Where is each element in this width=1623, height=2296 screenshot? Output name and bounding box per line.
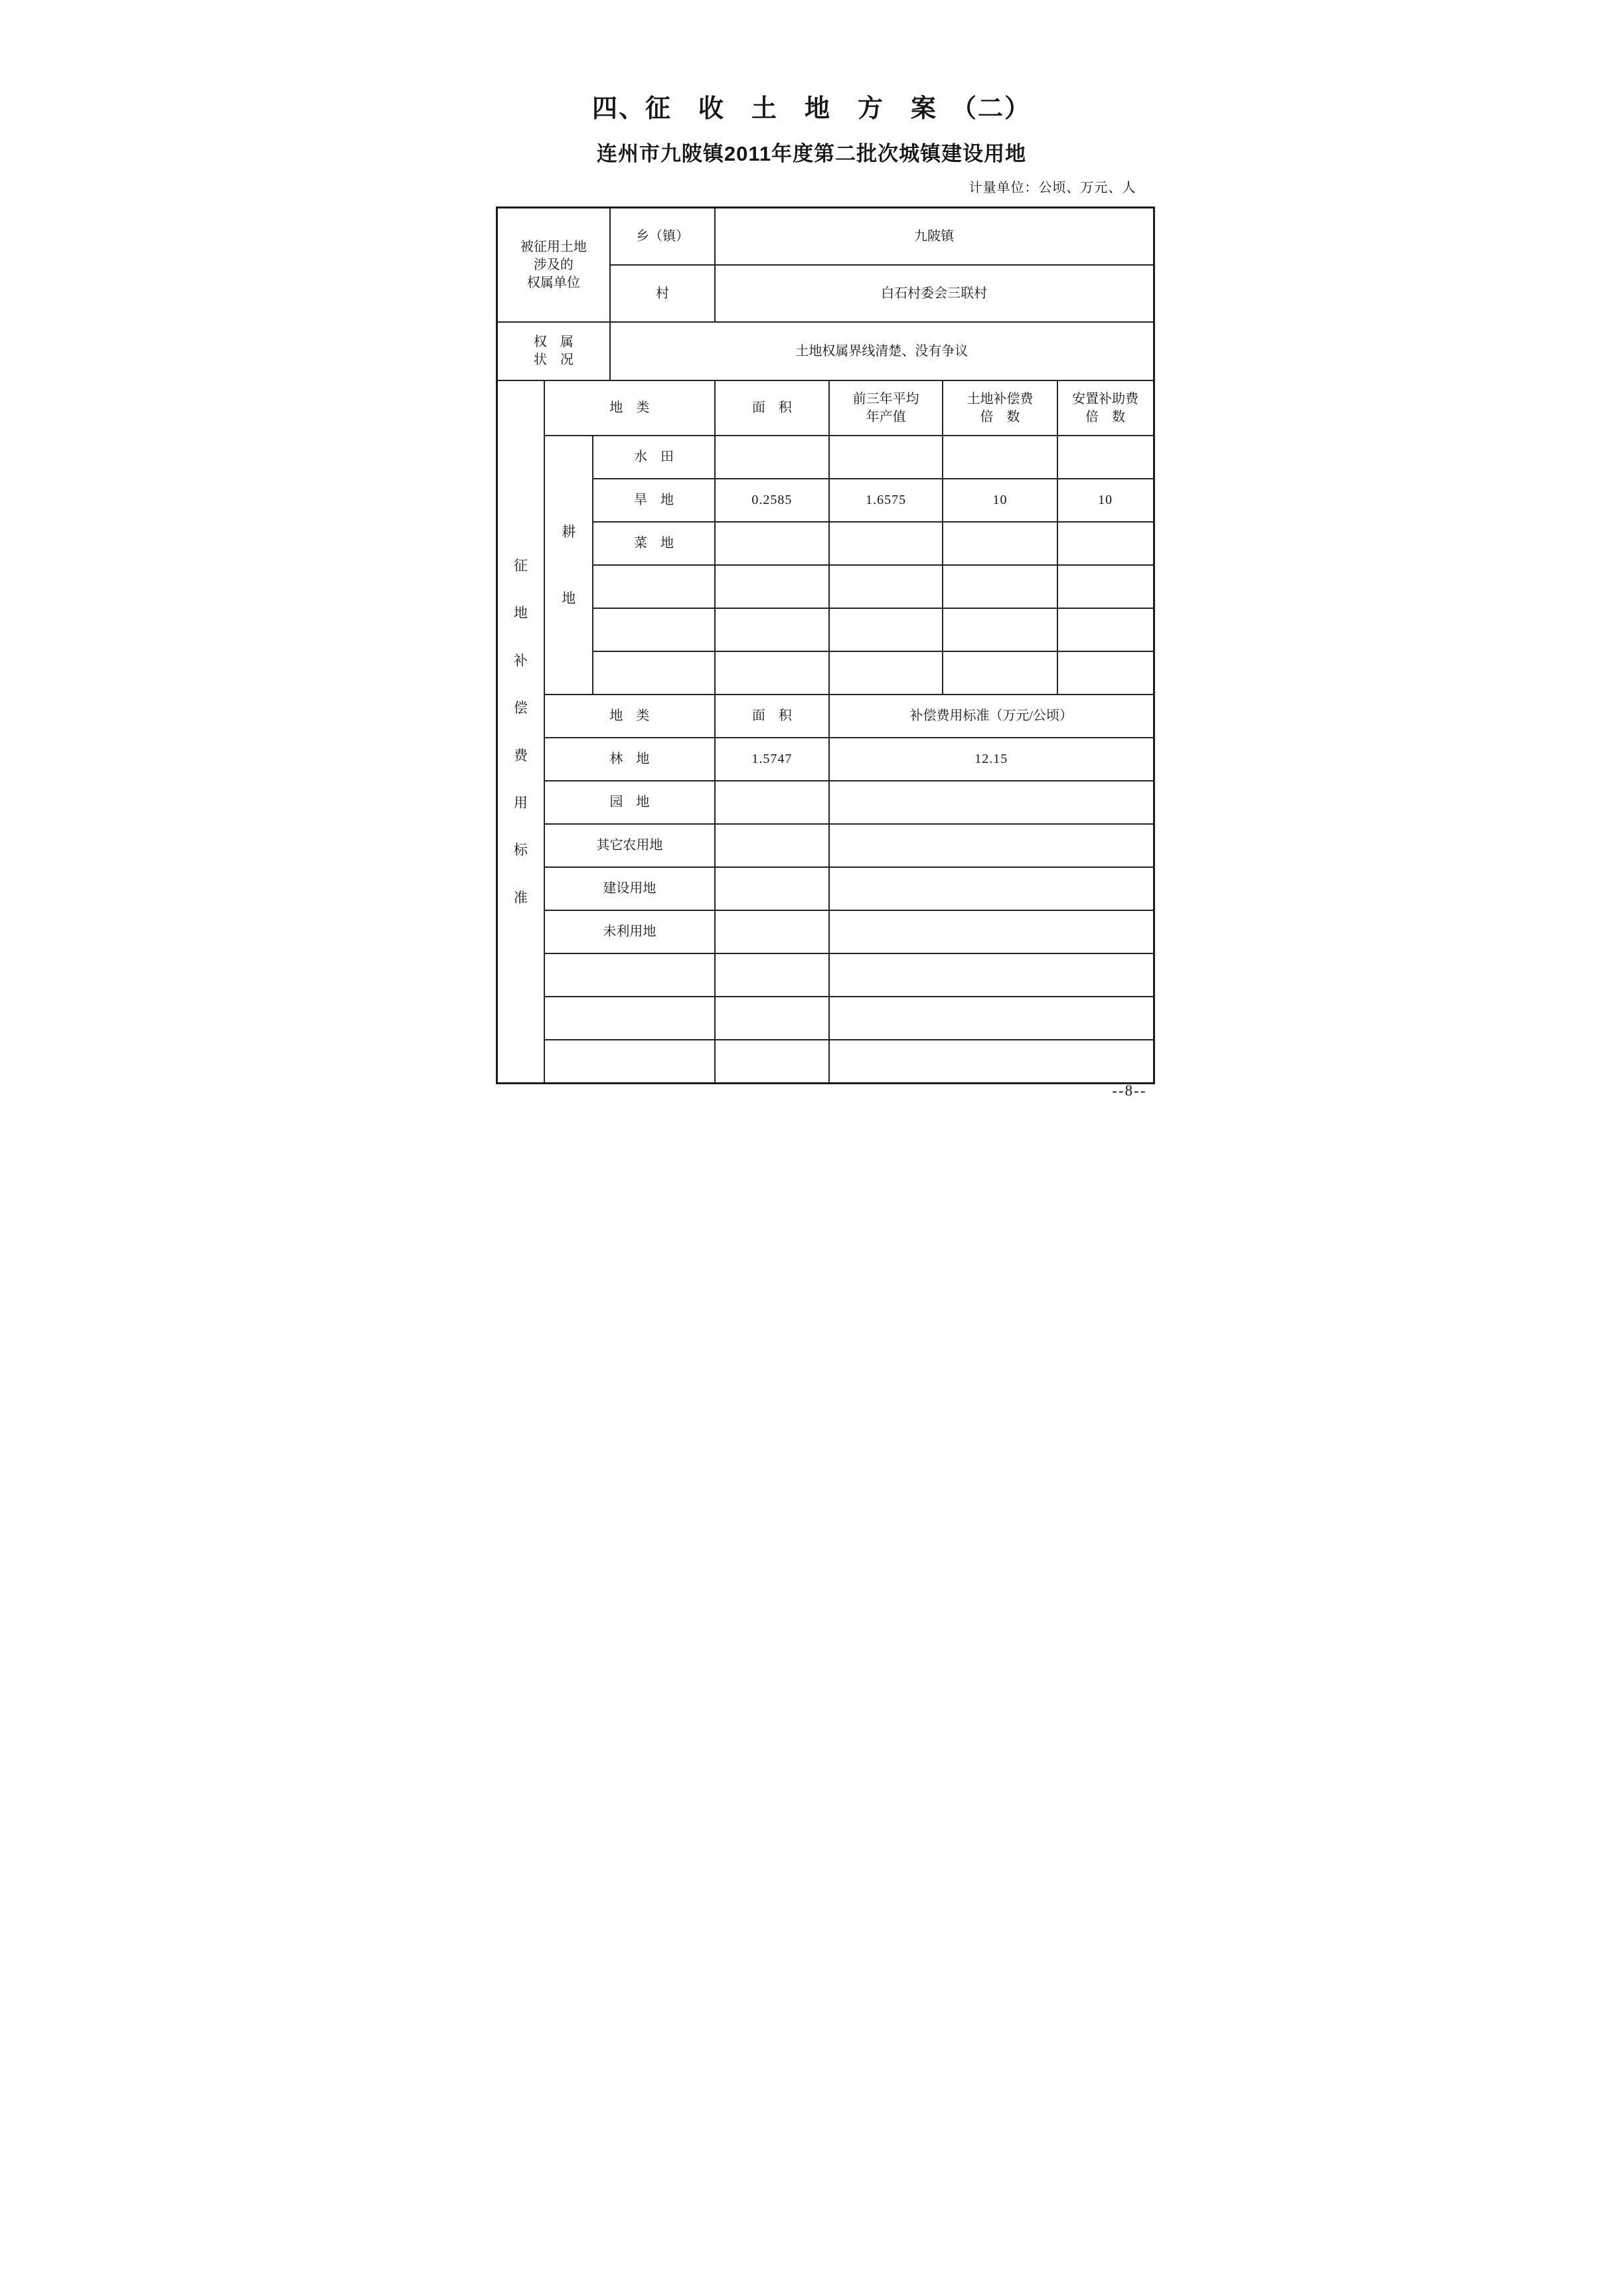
area-cell	[715, 824, 829, 867]
land-type-cell: 其它农用地	[544, 824, 715, 867]
land-comp-multiple-cell	[943, 608, 1057, 651]
table-row-construction-land	[497, 867, 1154, 910]
resettle-multiple-cell	[1057, 565, 1154, 608]
header1-land-type: 地 类	[544, 380, 715, 436]
cultivated-land-vertical-text: 耕 地	[562, 523, 576, 606]
area-cell	[715, 651, 829, 695]
land-comp-multiple-cell	[943, 651, 1057, 695]
area-cell	[715, 910, 829, 953]
land-type-cell	[593, 608, 714, 651]
tenure-status-label-line1: 权 属	[533, 335, 574, 349]
table-row-township	[497, 208, 1154, 266]
tenure-status-value: 土地权属界线清楚、没有争议	[610, 322, 1154, 380]
land-comp-multiple-cell	[943, 436, 1057, 479]
page-subtitle: 连州市九陂镇2011年度第二批次城镇建设用地	[596, 142, 1027, 165]
area-cell	[715, 953, 829, 997]
resettle-multiple-cell	[1057, 436, 1154, 479]
land-type-cell	[544, 997, 715, 1040]
village-label: 村	[610, 265, 714, 322]
standard-cell	[829, 781, 1154, 824]
area-cell: 0.2585	[715, 479, 829, 522]
ownership-unit-label	[497, 208, 610, 323]
area-cell	[715, 781, 829, 824]
table-row-header1	[497, 380, 1154, 436]
table-row-other-agricultural-land	[497, 824, 1154, 867]
area-cell	[715, 436, 829, 479]
header2-area: 面 积	[715, 695, 829, 738]
standard-cell	[829, 824, 1154, 867]
standard-cell: 12.15	[829, 738, 1154, 781]
land-comp-multiple-cell	[943, 565, 1057, 608]
page-title: 四、征 收 土 地 方 案 （二）	[591, 95, 1031, 123]
standard-cell	[829, 997, 1154, 1040]
table-row-cultivated-empty	[497, 651, 1154, 695]
table-row-cultivated-empty	[497, 608, 1154, 651]
area-cell	[715, 608, 829, 651]
resettle-multiple-cell	[1057, 522, 1154, 565]
land-type-cell: 建设用地	[544, 867, 715, 910]
township-value: 九陂镇	[715, 208, 1154, 266]
table-row-garden-land	[497, 781, 1154, 824]
land-type-cell: 未利用地	[544, 910, 715, 953]
header1-area: 面 积	[715, 380, 829, 436]
table-row-cultivated-empty	[497, 565, 1154, 608]
land-acquisition-table	[496, 206, 1155, 1084]
area-cell	[715, 997, 829, 1040]
resettle-multiple-cell	[1057, 651, 1154, 695]
area-cell	[715, 522, 829, 565]
standard-cell	[829, 910, 1154, 953]
land-type-cell: 水 田	[593, 436, 714, 479]
annual-value-cell	[829, 436, 943, 479]
page-number: --8--	[1112, 1082, 1147, 1099]
land-comp-multiple-cell: 10	[943, 479, 1057, 522]
document-page	[406, 0, 1217, 1148]
standard-cell	[829, 1040, 1154, 1084]
header1-resettlement-subsidy-multiple: 安置补助费 倍 数	[1057, 380, 1154, 436]
tenure-status-label	[497, 322, 610, 380]
area-cell	[715, 565, 829, 608]
annual-value-cell	[829, 522, 943, 565]
land-comp-multiple-cell	[943, 522, 1057, 565]
standard-cell	[829, 953, 1154, 997]
annual-value-cell	[829, 608, 943, 651]
area-cell	[715, 1040, 829, 1084]
header1-land-compensation-multiple: 土地补偿费 倍 数	[943, 380, 1057, 436]
table-row-other-empty	[497, 1040, 1154, 1084]
annual-value-cell: 1.6575	[829, 479, 943, 522]
village-value: 白石村委会三联村	[715, 265, 1154, 322]
land-type-cell	[544, 1040, 715, 1084]
tenure-status-label-line2: 状 况	[533, 353, 574, 367]
land-type-cell: 旱 地	[593, 479, 714, 522]
land-type-cell: 林 地	[544, 738, 715, 781]
land-type-cell	[593, 565, 714, 608]
annual-value-cell	[829, 651, 943, 695]
compensation-standard-vertical-text: 征 地 补 偿 费 用 标 准	[513, 558, 528, 906]
resettle-multiple-cell: 10	[1057, 479, 1154, 522]
ownership-unit-label-line1: 被征用土地	[520, 239, 587, 254]
table-row-header2	[497, 695, 1154, 738]
table-row-other-empty	[497, 953, 1154, 997]
ownership-unit-label-line3: 权属单位	[526, 275, 580, 290]
area-cell: 1.5747	[715, 738, 829, 781]
land-type-cell: 菜 地	[593, 522, 714, 565]
annual-value-cell	[829, 565, 943, 608]
land-type-cell: 园 地	[544, 781, 715, 824]
land-type-cell	[593, 651, 714, 695]
ownership-unit-label-line2: 涉及的	[533, 257, 574, 272]
measurement-unit-note: 计量单位：公顷、万元、人	[968, 181, 1136, 195]
table-row-dry-land	[497, 479, 1154, 522]
table-row-vegetable-plot	[497, 522, 1154, 565]
area-cell	[715, 867, 829, 910]
header2-land-type: 地 类	[544, 695, 715, 738]
table-row-forest-land	[497, 738, 1154, 781]
table-row-tenure-status	[497, 322, 1154, 380]
table-row-unused-land	[497, 910, 1154, 953]
cultivated-land-group-label	[544, 436, 593, 695]
table-row-paddy-field	[497, 436, 1154, 479]
table-row-other-empty	[497, 997, 1154, 1040]
land-type-cell	[544, 953, 715, 997]
standard-cell	[829, 867, 1154, 910]
township-label: 乡（镇）	[610, 208, 714, 266]
compensation-standard-section-label	[497, 380, 544, 1084]
header1-annual-value: 前三年平均 年产值	[829, 380, 943, 436]
resettle-multiple-cell	[1057, 608, 1154, 651]
header2-standard: 补偿费用标准（万元/公顷）	[829, 695, 1154, 738]
